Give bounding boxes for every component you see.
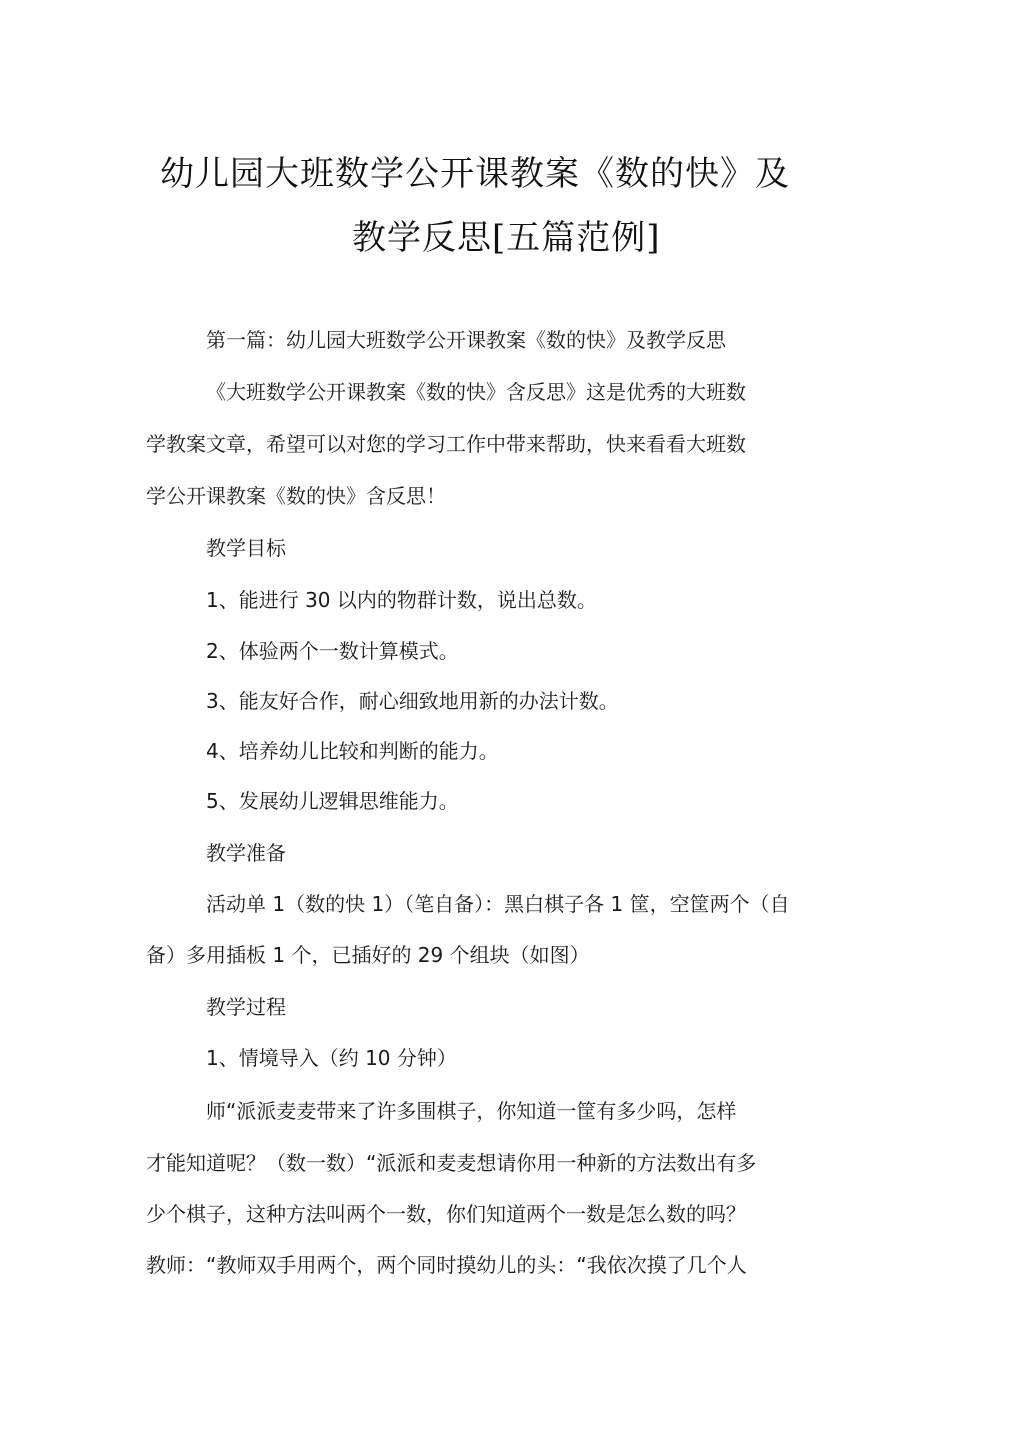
section-heading: 第一篇：幼儿园大班数学公开课教案《数的快》及教学反思 xyxy=(206,328,726,352)
document-title-line-2: 教学反思[五篇范例] xyxy=(352,218,661,258)
subheading-teaching-goals: 教学目标 xyxy=(206,536,286,560)
list-item: 3、能友好合作，耐心细致地用新的办法计数。 xyxy=(206,689,619,713)
paragraph-line: 少个棋子，这种方法叫两个一数，你们知道两个一数是怎么数的吗？ xyxy=(146,1202,746,1226)
paragraph-line: 才能知道呢？（数一数）“派派和麦麦想请你用一种新的方法数出有多 xyxy=(146,1151,757,1175)
paragraph-line: 学教案文章，希望可以对您的学习工作中带来帮助，快来看看大班数 xyxy=(146,432,746,456)
list-item: 1、情境导入（约 10 分钟） xyxy=(206,1046,457,1070)
paragraph-line: 教师：“教师双手用两个，两个同时摸幼儿的头：“我依次摸了几个人 xyxy=(146,1253,747,1277)
paragraph-line: 师“派派麦麦带来了许多围棋子，你知道一筐有多少吗，怎样 xyxy=(206,1099,737,1123)
paragraph-line: 备）多用插板 1 个，已插好的 29 个组块（如图） xyxy=(146,943,590,967)
paragraph-line: 《大班数学公开课教案《数的快》含反思》这是优秀的大班数 xyxy=(206,380,746,404)
document-title-line-1: 幼儿园大班数学公开课教案《数的快》及 xyxy=(160,154,790,194)
subheading-teaching-process: 教学过程 xyxy=(206,995,286,1019)
list-item: 5、发展幼儿逻辑思维能力。 xyxy=(206,789,459,813)
paragraph-line: 活动单 1（数的快 1）（笔自备）：黑白棋子各 1 筐，空筐两个（自 xyxy=(206,892,790,916)
list-item: 2、体验两个一数计算模式。 xyxy=(206,639,459,663)
list-item: 4、培养幼儿比较和判断的能力。 xyxy=(206,739,499,763)
subheading-teaching-preparation: 教学准备 xyxy=(206,841,286,865)
list-item: 1、能进行 30 以内的物群计数，说出总数。 xyxy=(206,588,597,612)
paragraph-line: 学公开课教案《数的快》含反思！ xyxy=(146,484,446,508)
